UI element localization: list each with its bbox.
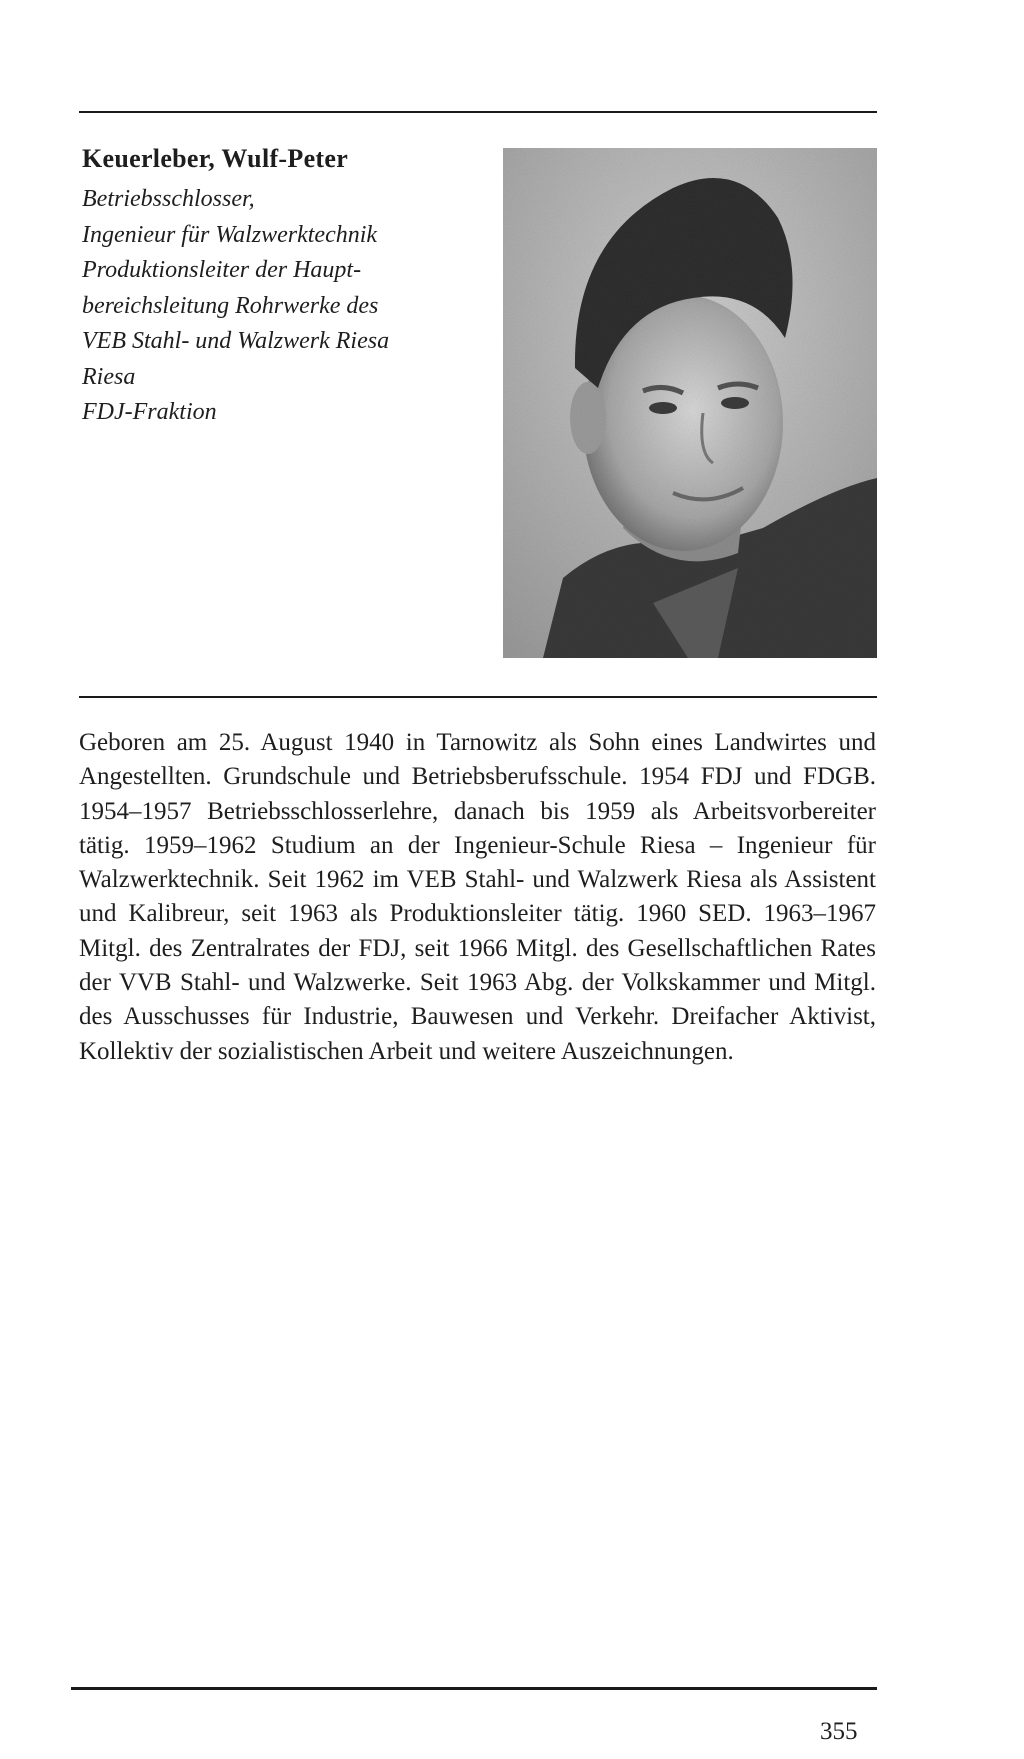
bottom-divider — [71, 1687, 877, 1690]
portrait-image — [503, 148, 877, 658]
role-line: bereichsleitung Rohrwerke des — [82, 292, 379, 319]
biography-text: Geboren am 25. August 1940 in Tarnowitz als Sohn eines Landwirtes und Angestellten. Grundschule und Betriebsberufsschule. 1954 FDJ und FDGB. 1954–1957 Betriebsschlosserlehre, danach bis 1959 als Arbeitsvorbereiter tätig. 1959–1962 Studium an der Ingenieur-Schule Riesa – Ingenieur für Walzwerktechnik. Seit 1962 im VEB Stahl- und Walzwerk Riesa als Assistent und Kalibreur, seit 1963 als Produktionsleiter tätig. 1960 SED. 1963–1967 Mitgl. des Zentralrates der FDJ, seit 1966 Mitgl. des Gesellschaftlichen Rates der VVB Stahl- und Walzwerke. Seit 1963 Abg. der Volkskammer und Mitgl. des Ausschusses für Industrie, Bauwesen und Verkehr. Dreifacher Aktivist, Kollektiv der sozialistischen Arbeit und weitere Auszeichnungen. — [79, 729, 876, 1065]
role-line: VEB Stahl- und Walzwerk Riesa — [82, 328, 390, 354]
top-divider — [79, 111, 877, 113]
middle-divider — [79, 696, 877, 698]
role-line: Produktionsleiter der Haupt- — [82, 257, 362, 283]
role-line: Riesa — [82, 363, 136, 390]
role-line: Ingenieur für Walzwerktechnik — [82, 221, 378, 248]
role-line: Betriebsschlosser, — [82, 186, 255, 212]
person-header — [82, 142, 502, 431]
portrait-photo — [503, 148, 877, 658]
page-number: 355 — [820, 1718, 858, 1745]
person-name: Keuerleber, Wulf-Peter — [82, 144, 349, 173]
role-line: FDJ-Fraktion — [82, 399, 217, 425]
